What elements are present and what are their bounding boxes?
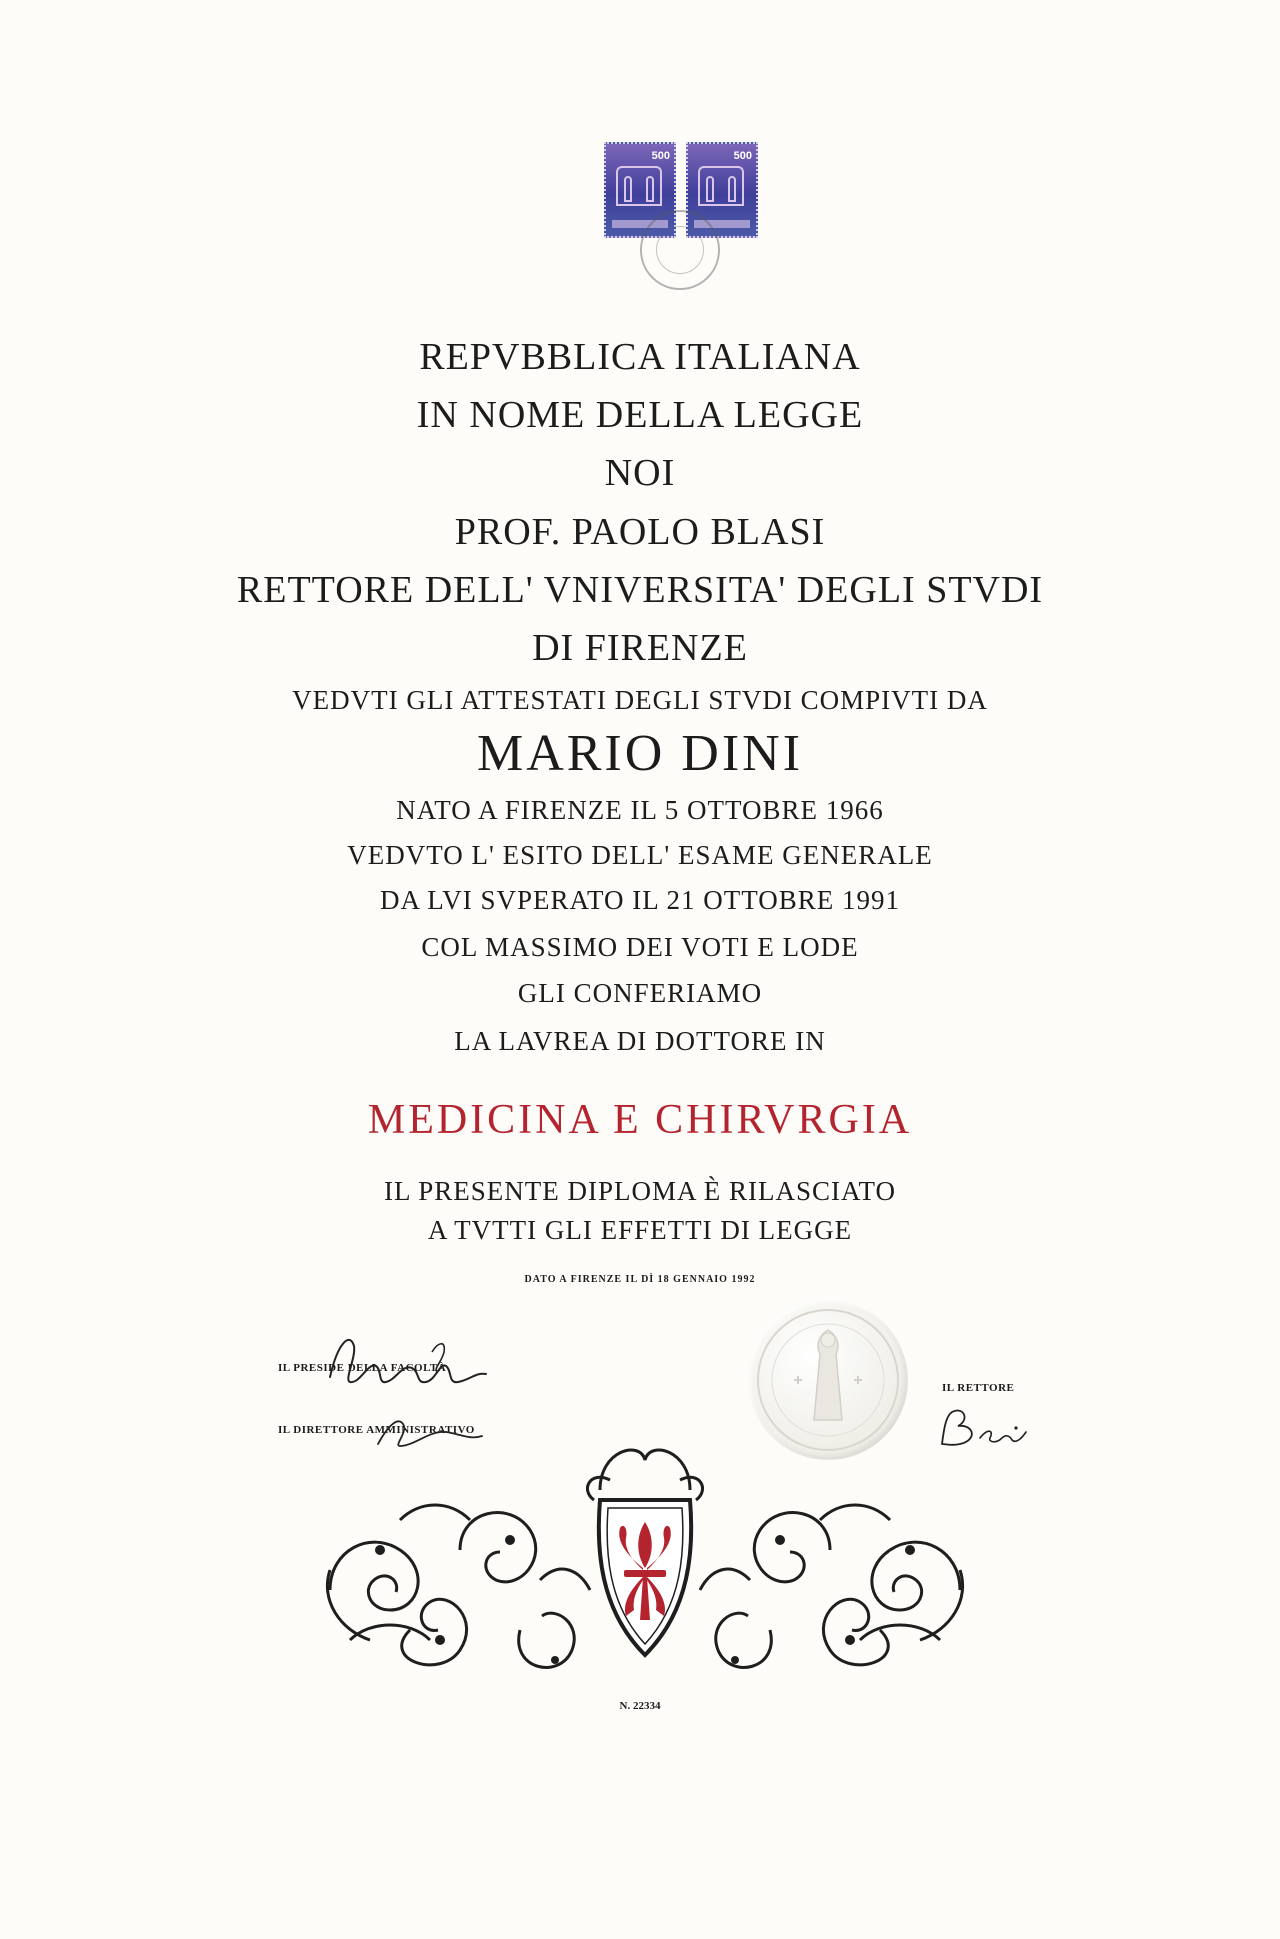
postmark-inner xyxy=(656,226,704,274)
header-law: IN NOME DELLA LEGGE xyxy=(416,394,864,436)
birth-line: NATO A FIRENZE IL 5 OTTOBRE 1966 xyxy=(396,795,884,825)
degree-intro-line: LA LAVREA DI DOTTORE IN xyxy=(454,1026,826,1056)
stamp-value: 500 xyxy=(733,150,752,162)
dean-label: IL PRESIDE DELLA FACOLTÀ xyxy=(278,1362,447,1374)
header-we: NOI xyxy=(604,452,676,494)
degree-title: MEDICINA E CHIRVRGIA xyxy=(367,1097,913,1143)
header-rector-name: PROF. PAOLO BLASI xyxy=(454,511,826,553)
header-republic: REPVBBLICA ITALIANA xyxy=(419,336,861,378)
serial-number: N. 22334 xyxy=(619,1700,661,1712)
attestation-line: VEDVTI GLI ATTESTATI DEGLI STVDI COMPIVTI DA xyxy=(292,685,988,715)
header-city: DI FIRENZE xyxy=(532,627,748,669)
rector-label: IL RETTORE xyxy=(942,1382,1015,1394)
admin-director-label: IL DIRETTORE AMMINISTRATIVO xyxy=(278,1424,475,1436)
dean-signature xyxy=(320,1322,520,1402)
confer-line: GLI CONFERIAMO xyxy=(517,978,763,1008)
florence-lily-ornament xyxy=(310,1430,980,1700)
passed-line: DA LVI SVPERATO IL 21 OTTOBRE 1991 xyxy=(379,885,901,915)
stamp-value: 500 xyxy=(651,150,670,162)
validity-line-2: A TVTTI GLI EFFETTI DI LEGGE xyxy=(427,1215,853,1245)
graduate-name: MARIO DINI xyxy=(476,725,804,782)
colosseum-icon xyxy=(616,166,662,206)
grade-line: COL MASSIMO DEI VOTI E LODE xyxy=(421,932,859,962)
exam-line: VEDVTO L' ESITO DELL' ESAME GENERALE xyxy=(347,840,933,870)
header-rector-title: RETTORE DELL' VNIVERSITA' DEGLI STVDI xyxy=(236,569,1044,611)
postmark xyxy=(640,210,720,290)
revenue-stamps xyxy=(602,138,762,288)
colosseum-icon xyxy=(698,166,744,206)
validity-line-1: IL PRESENTE DIPLOMA È RILASCIATO xyxy=(383,1176,896,1206)
date-line: DATO A FIRENZE IL DÌ 18 GENNAIO 1992 xyxy=(524,1274,756,1285)
